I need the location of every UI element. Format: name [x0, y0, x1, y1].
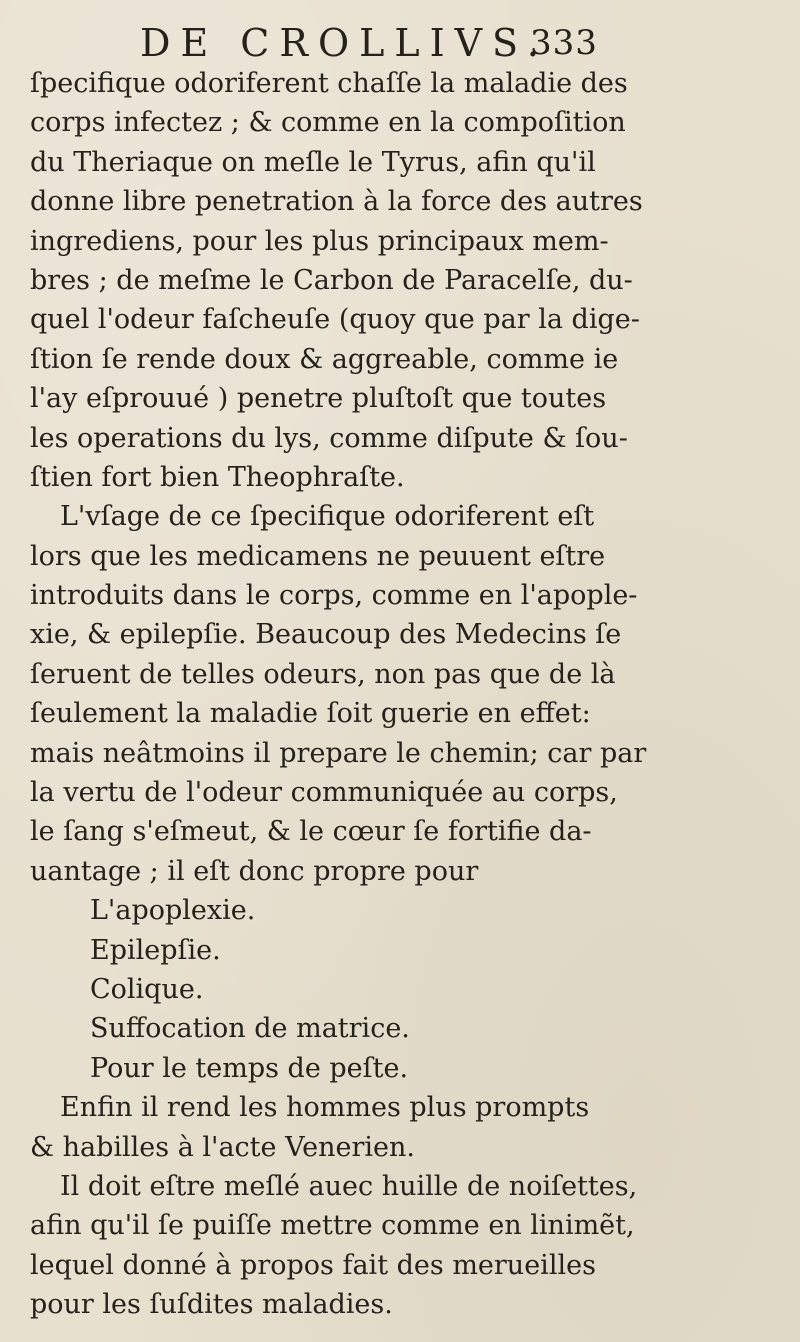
text-line: lequel donné à propos fait des merueilles — [30, 1249, 596, 1281]
remedy-list-item: Pour le temps de peſte. — [90, 1052, 409, 1084]
text-line: lors que les medicamens ne peuuent eſtre — [30, 540, 606, 572]
paragraph-start-line: Il doit eſtre meſlé auec huille de noiſettes, — [60, 1170, 638, 1202]
text-line: mais neâtmoins il prepare le chemin; car par — [30, 737, 647, 769]
remedy-list-item: Colique. — [90, 973, 204, 1005]
text-line: donne libre penetration à la force des autres — [30, 186, 643, 218]
text-line: la vertu de l'odeur communiquée au corps, — [30, 777, 618, 809]
text-line: du Theriaque on meſle le Tyrus, afin qu'il — [30, 146, 596, 178]
text-line: uantage ; il eſt donc propre pour — [30, 855, 479, 887]
text-line: quel l'odeur faſcheuſe (quoy que par la dige- — [30, 304, 640, 336]
text-line: afin qu'il ſe puiſſe mettre comme en linimẽt, — [30, 1210, 635, 1242]
text-line: le ſang s'eſmeut, & le cœur ſe fortifie da- — [30, 816, 592, 848]
text-line: ſeulement la maladie ſoit guerie en effet: — [30, 698, 591, 730]
page-header — [140, 18, 760, 68]
text-line: ſpecifique odoriferent chaſſe la maladie des — [30, 68, 628, 99]
text-line: pour les ſuſdites maladies. — [30, 1289, 393, 1321]
text-line: bres ; de meſme le Carbon de Paracelſe, du- — [30, 264, 633, 296]
page-number: 333 — [530, 23, 598, 63]
text-line: ſeruent de telles odeurs, non pas que de là — [30, 658, 616, 690]
text-line: l'ay eſprouué ) penetre pluſtoſt que toutes — [30, 383, 607, 415]
remedy-list-item: Epilepſie. — [90, 934, 221, 966]
remedy-list-item: Suffocation de matrice. — [90, 1013, 410, 1045]
paragraph-start-line: Enfin il rend les hommes plus prompts — [60, 1092, 590, 1124]
text-line: ſtion ſe rende doux & aggreable, comme ie — [30, 343, 619, 375]
text-line: ingrediens, pour les plus principaux mem- — [30, 225, 609, 257]
text-line: corps infectez ; & comme en la compoſition — [30, 107, 626, 139]
running-head: DE CROLLIVS. — [140, 21, 549, 65]
remedy-list-item: L'apoplexie. — [90, 895, 256, 927]
paragraph-start-line: L'vſage de ce ſpecifique odoriferent eſt — [60, 501, 595, 533]
text-line: xie, & epilepſie. Beaucoup des Medecins ſe — [30, 619, 622, 651]
text-line: introduits dans le corps, comme en l'apople- — [30, 580, 638, 612]
text-line: les operations du lys, comme diſpute & ſou- — [30, 422, 628, 454]
text-line: & habilles à l'acte Venerien. — [30, 1131, 415, 1163]
body-text — [30, 64, 770, 1325]
text-line: ſtien fort bien Theophraſte. — [30, 461, 405, 493]
